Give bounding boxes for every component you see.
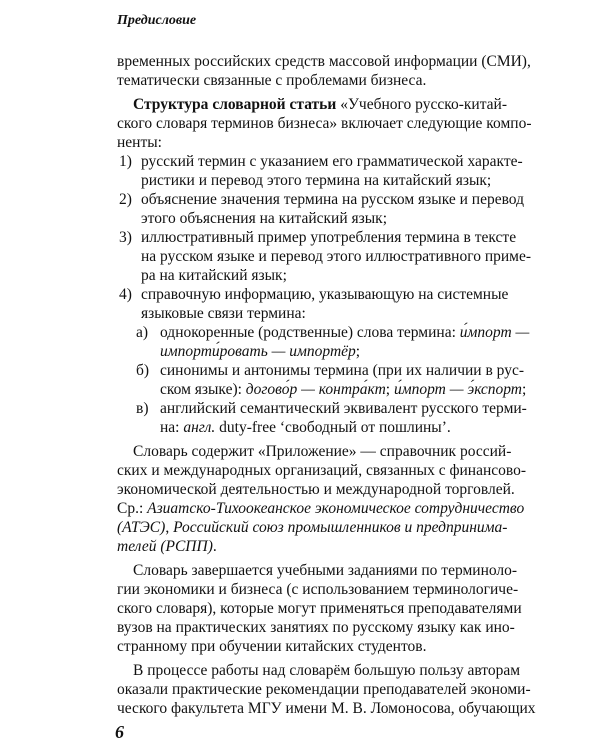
appendix-org-1: Азиатско-Тихоокеанское экономическое сотрудничество: [147, 500, 525, 517]
appendix-line-4: [117, 500, 525, 518]
appendix-line-5: [117, 519, 507, 537]
item-4-line-1: справочную информацию, указывающую на системные: [141, 286, 509, 303]
subitem-c-rest: duty-free ‘свободный от пошлины’.: [215, 419, 451, 436]
subitem-a-number: а): [136, 324, 149, 341]
structure-lead-rest: «Учебного русско-китай-: [340, 96, 507, 113]
subitem-c-line-1: английский семантический эквивалент русского терми-: [160, 400, 527, 417]
subitem-b-end: ;: [522, 381, 527, 398]
item-1-number: 1): [119, 153, 132, 170]
subitem-a-example-2: импорти́ровать — импортёр: [160, 343, 356, 360]
subitem-c-number: в): [136, 400, 149, 417]
item-3-number: 3): [119, 229, 132, 246]
appendix-line-6: [117, 538, 217, 556]
structure-line-3: ненты:: [117, 134, 162, 151]
subitem-a-text: однокоренные (родственные) слова термина:: [160, 324, 460, 341]
subitem-b-text: ском языке):: [160, 381, 246, 398]
appendix-org-2: Российский союз промышленников и предпринима-: [173, 519, 508, 536]
structure-lead-bold: Структура словарной статьи: [133, 96, 337, 113]
appendix-org-1-abbr: (АТЭС): [117, 519, 166, 536]
conclusion-line-3: ского словаря), которые могут применяться преподавателями: [117, 600, 522, 617]
item-3-line-3: ра на китайский язык;: [141, 267, 287, 284]
appendix-line-2: ских и международных организаций, связанных с финансово-: [117, 462, 527, 479]
item-4-number: 4): [119, 286, 132, 303]
item-3-line-1: иллюстративный пример употребления термина в тексте: [141, 229, 517, 246]
item-4-line-2: языковые связи термина:: [141, 305, 306, 322]
subitem-b-number: б): [136, 362, 150, 379]
conclusion-line-5: странному при обучении китайских студентов.: [117, 638, 427, 655]
item-1-line-1: русский термин с указанием его грамматической характе-: [141, 153, 523, 170]
running-header: Предисловие: [117, 13, 197, 28]
appendix-sep: ,: [165, 519, 174, 536]
subitem-b-sep: ;: [385, 381, 394, 398]
appendix-line-3: экономической деятельностью и международной торговлей.: [117, 481, 515, 498]
subitem-c-line-2: [160, 419, 451, 437]
subitem-b-example-2: и́мпорт — э́кспорт: [393, 381, 522, 398]
conclusion-line-4: вузов на практических занятиях по русскому языку как ино-: [117, 619, 515, 636]
item-3-line-2: на русском языке и перевод этого иллюстративного приме-: [141, 248, 532, 265]
appendix-end: .: [212, 538, 217, 555]
intro-line-2: тематически связанные с проблемами бизнеса.: [117, 72, 427, 89]
appendix-line-1: Словарь содержит «Приложение» — справочник россий-: [133, 443, 512, 460]
thanks-line-1: В процессе работы над словарём большую пользу авторам: [133, 662, 521, 679]
subitem-a-line-2: [160, 343, 360, 361]
subitem-c-lang: англ.: [183, 419, 216, 436]
page-number: 6: [115, 722, 124, 742]
subitem-a-example-1: и́мпорт —: [459, 324, 530, 341]
subitem-a-end: ;: [355, 343, 361, 360]
item-2-number: 2): [119, 191, 132, 208]
conclusion-line-2: гии экономики и бизнеса (с использованием терминологиче-: [117, 581, 519, 598]
subitem-a-line-1: [160, 324, 530, 342]
structure-line-1: [133, 96, 507, 114]
subitem-b-example-1: догово́р — контра́кт: [245, 381, 386, 398]
intro-line-1: временных российских средств массовой информации (СМИ),: [117, 53, 531, 70]
structure-line-2: ского словаря терминов бизнеса» включает следующие компо-: [117, 115, 532, 132]
item-2-line-2: этого объяснения на китайский язык;: [141, 210, 388, 227]
appendix-cf: Ср.:: [117, 500, 148, 517]
subitem-b-line-2: [160, 381, 526, 399]
item-2-line-1: объяснение значения термина на русском языке и перевод: [141, 191, 524, 208]
item-1-line-2: ристики и перевод этого термина на китайский язык;: [141, 172, 492, 189]
thanks-line-3: ческого факультета МГУ имени М. В. Ломоносова, обучающих: [117, 700, 536, 717]
conclusion-line-1: Словарь завершается учебными заданиями по терминоло-: [133, 562, 518, 579]
appendix-org-2-end: телей (РСПП): [117, 538, 213, 555]
subitem-b-line-1: синонимы и антонимы термина (при их наличии в рус-: [160, 362, 525, 379]
subitem-c-text: на:: [160, 419, 184, 436]
thanks-line-2: оказали практические рекомендации преподавателей экономи-: [117, 681, 531, 698]
